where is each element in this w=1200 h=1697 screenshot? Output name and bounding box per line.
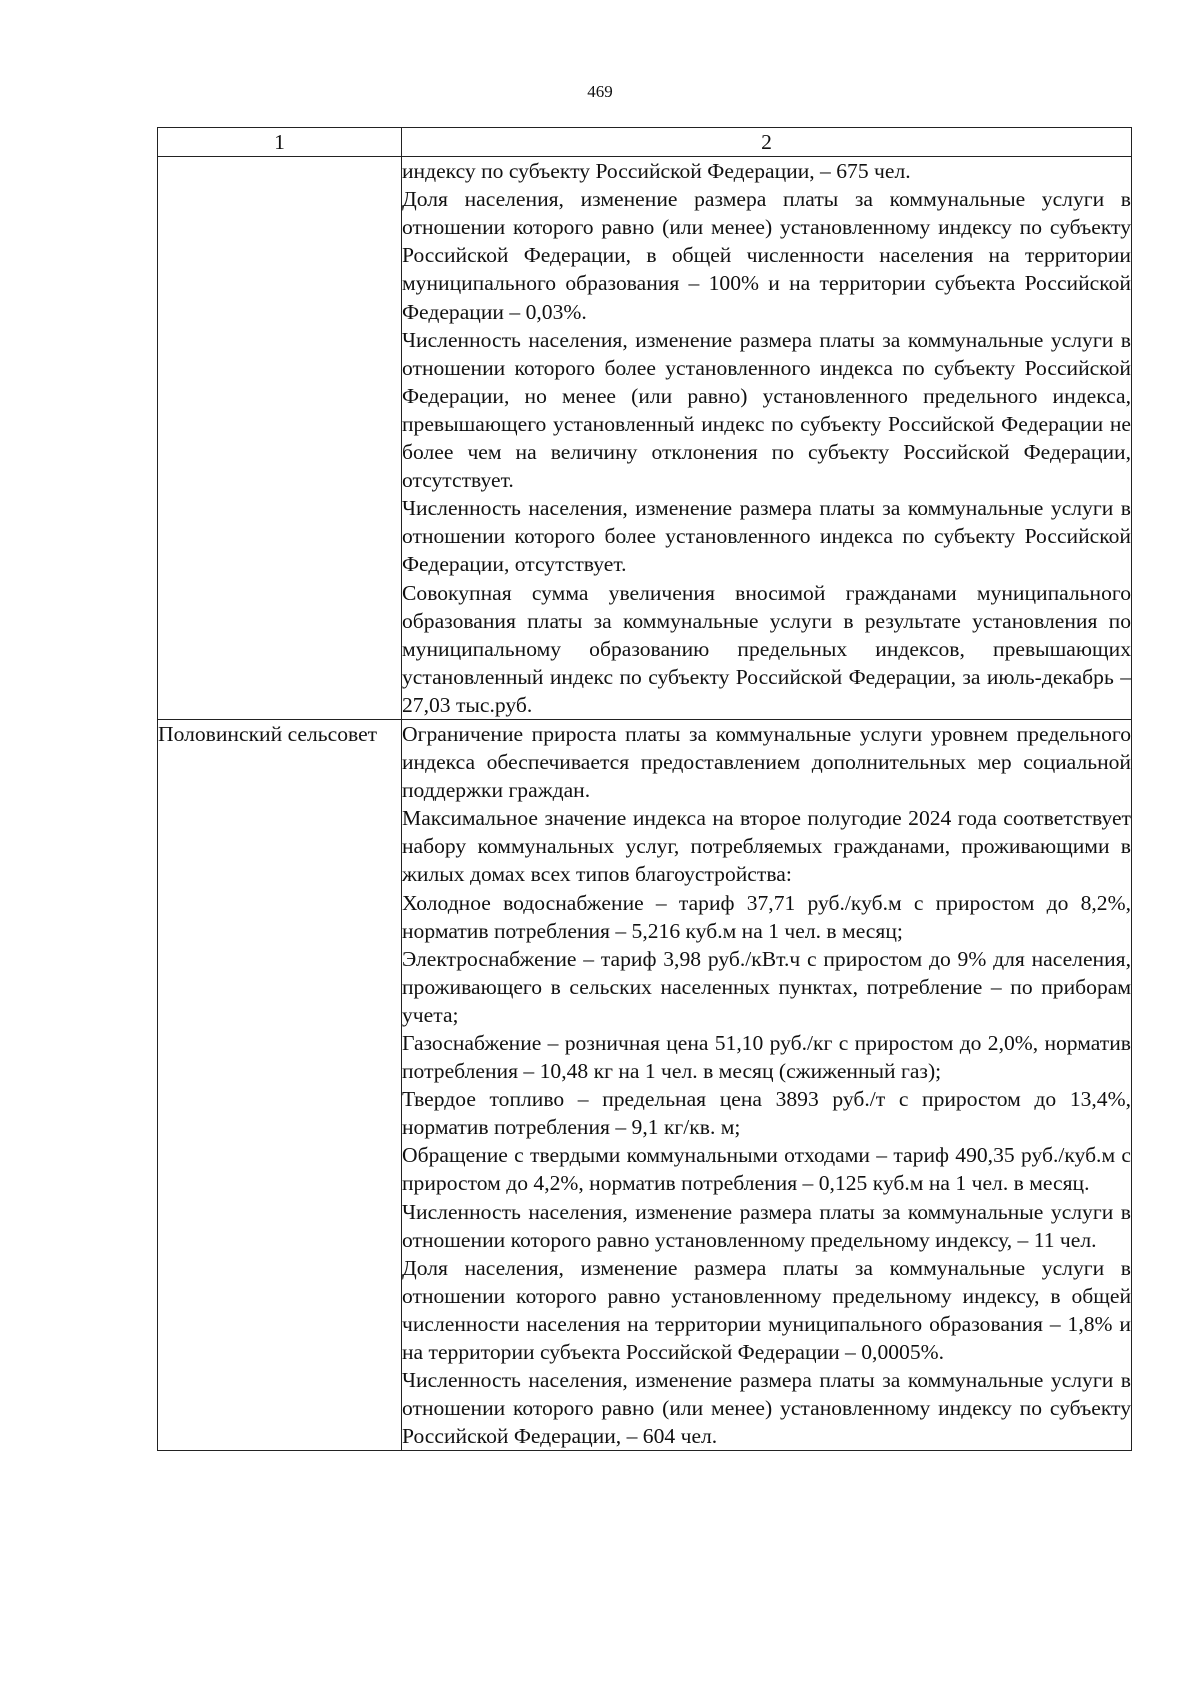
paragraph: Газоснабжение – розничная цена 51,10 руб./кг с приростом до 2,0%, норматив потребления – 10,48 кг на 1 чел. в месяц (сжиженный газ); xyxy=(402,1031,1131,1084)
paragraph: Холодное водоснабжение – тариф 37,71 руб./куб.м с приростом до 8,2%, норматив потребления – 5,216 куб.м на 1 чел. в месяц; xyxy=(402,890,1131,943)
column-header-2: 2 xyxy=(402,128,1132,157)
description-cell xyxy=(402,719,1132,1450)
paragraph: Доля населения, изменение размера платы за коммунальные услуги в отношении которого равно (или менее) установленному индексу по субъекту Российской Федерации, в общей численности населения на территории муниципального образования – 100% и на территории субъекта Российской Федерации – 0,03%. xyxy=(402,187,1131,324)
description-cell xyxy=(402,157,1132,720)
table-row xyxy=(158,719,1132,1450)
table-header-row xyxy=(158,128,1132,157)
paragraph: Электроснабжение – тариф 3,98 руб./кВт.ч с приростом до 9% для населения, проживающего в сельских населенных пунктах, потребление – по приборам учета; xyxy=(402,946,1131,1027)
column-header-1: 1 xyxy=(158,128,402,157)
paragraph: Ограничение прироста платы за коммунальные услуги уровнем предельного индекса обеспечивается предоставлением дополнительных мер социальной поддержки граждан. xyxy=(402,721,1131,803)
municipality-cell: Половинский сельсовет xyxy=(158,719,402,1450)
content-table xyxy=(157,127,1132,1451)
paragraph: Численность населения, изменение размера платы за коммунальные услуги в отношении которого более установленного индекса по субъекту Российской Федерации, отсутствует. xyxy=(402,496,1131,577)
page-number: 469 xyxy=(587,82,613,101)
paragraph: Численность населения, изменение размера платы за коммунальные услуги в отношении которого равно (или менее) установленному индексу по субъекту Российской Федерации, – 604 чел. xyxy=(402,1368,1131,1449)
municipality-cell xyxy=(158,157,402,720)
paragraph: Доля населения, изменение размера платы за коммунальные услуги в отношении которого равно установленному предельному индексу, в общей численности населения на территории муниципального образования – 1,8% и на территории субъекта Российской Федерации – 0,0005%. xyxy=(402,1255,1131,1365)
paragraph: Максимальное значение индекса на второе полугодие 2024 года соответствует набору коммунальных услуг, потребляемых гражданами, проживающими в жилых домах всех типов благоустройства: xyxy=(402,806,1131,887)
paragraph: Численность населения, изменение размера платы за коммунальные услуги в отношении которого равно установленному предельному индексу, – 11 чел. xyxy=(402,1199,1131,1252)
paragraph: Численность населения, изменение размера платы за коммунальные услуги в отношении которого более установленного индекса по субъекту Российской Федерации, но менее (или равно) установленного предельного индекса, превышающего установленный индекс по субъекту Российской Федерации не более чем на величину отклонения по субъекту Российской Федерации, отсутствует. xyxy=(402,327,1131,493)
paragraph: Твердое топливо – предельная цена 3893 руб./т с приростом до 13,4%, норматив потребления – 9,1 кг/кв. м; xyxy=(402,1087,1131,1140)
paragraph: Обращение с твердыми коммунальными отходами – тариф 490,35 руб./куб.м с приростом до 4,2%, норматив потребления – 0,125 куб.м на 1 чел. в месяц. xyxy=(402,1143,1131,1196)
table-row xyxy=(158,157,1132,720)
paragraph: Совокупная сумма увеличения вносимой гражданами муниципального образования платы за коммунальные услуги в результате установления по муниципальному образованию предельных индексов, превышающих установленный индекс по субъекту Российской Федерации, за июль-декабрь – 27,03 тыс.руб. xyxy=(402,580,1131,717)
paragraph: индексу по субъекту Российской Федерации, – 675 чел. xyxy=(402,159,911,184)
